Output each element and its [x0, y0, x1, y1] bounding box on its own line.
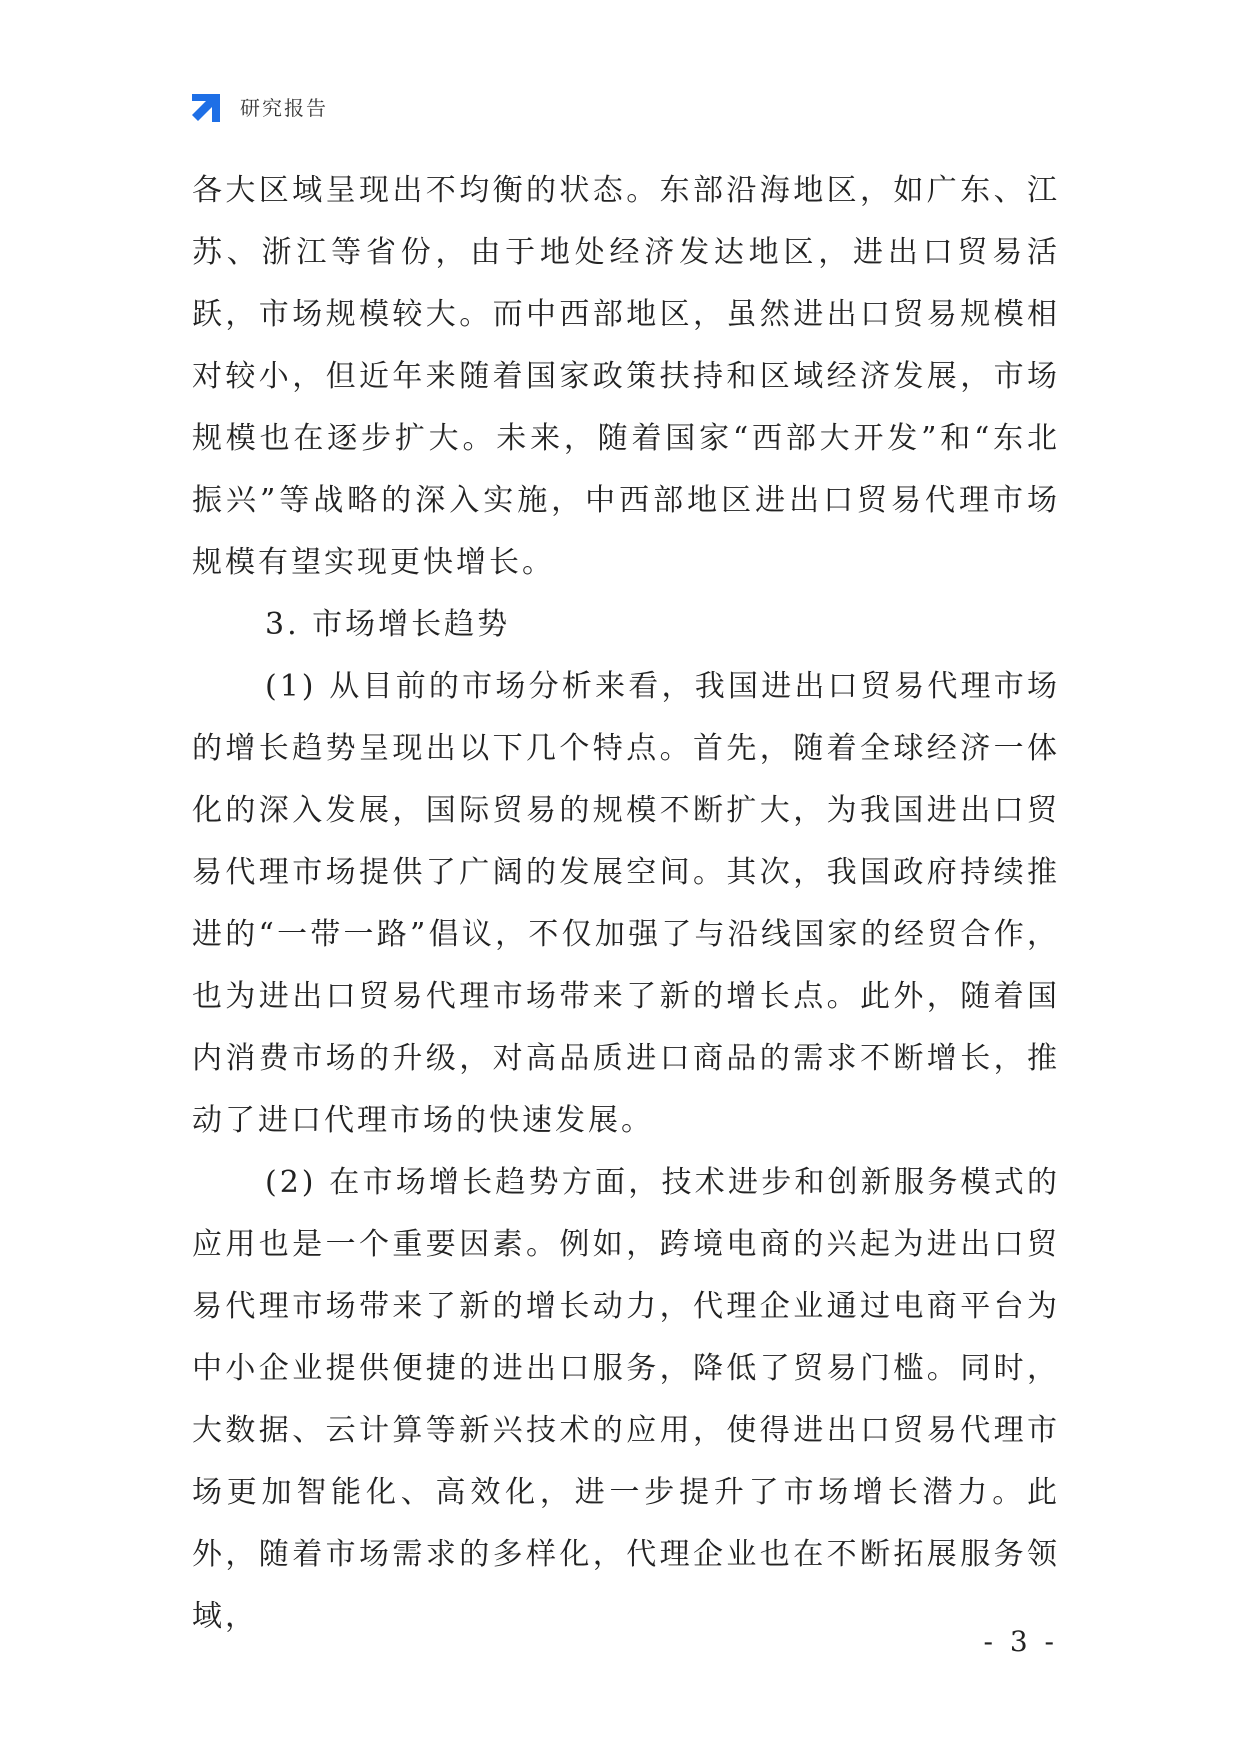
page-number: - 3 -: [983, 1625, 1058, 1658]
diagonal-arrow-icon: [190, 88, 226, 124]
header-title: 研究报告: [240, 95, 328, 120]
document-body: [192, 160, 1060, 1648]
report-header: [190, 88, 328, 124]
paragraph-growth-trend-2: (2) 在市场增长趋势方面，技术进步和创新服务模式的应用也是一个重要因素。例如，跨境电商的兴起为进出口贸易代理市场带来了新的增长动力，代理企业通过电商平台为中小企业提供便捷的进出口服务，降低了贸易门槛。同时，大数据、云计算等新兴技术的应用，使得进出口贸易代理市场更加智能化、高效化，进一步提升了市场增长潜力。此外，随着市场需求的多样化，代理企业也在不断拓展服务领域，: [192, 1165, 1060, 1634]
paragraph-regional-distribution: 各大区域呈现出不均衡的状态。东部沿海地区，如广东、江苏、浙江等省份，由于地处经济发达地区，进出口贸易活跃，市场规模较大。而中西部地区，虽然进出口贸易规模相对较小，但近年来随着国家政策扶持和区域经济发展，市场规模也在逐步扩大。未来，随着国家“西部大开发”和“东北振兴”等战略的深入实施，中西部地区进出口贸易代理市场规模有望实现更快增长。: [192, 173, 1060, 580]
section-heading-growth-trend: 3. 市场增长趋势: [265, 607, 511, 642]
paragraph-growth-trend-1: (1) 从目前的市场分析来看，我国进出口贸易代理市场的增长趋势呈现出以下几个特点。首先，随着全球经济一体化的深入发展，国际贸易的规模不断扩大，为我国进出口贸易代理市场提供了广阔的发展空间。其次，我国政府持续推进的“一带一路”倡议，不仅加强了与沿线国家的经贸合作，也为进出口贸易代理市场带来了新的增长点。此外，随着国内消费市场的升级，对高品质进口商品的需求不断增长，推动了进口代理市场的快速发展。: [192, 669, 1060, 1138]
